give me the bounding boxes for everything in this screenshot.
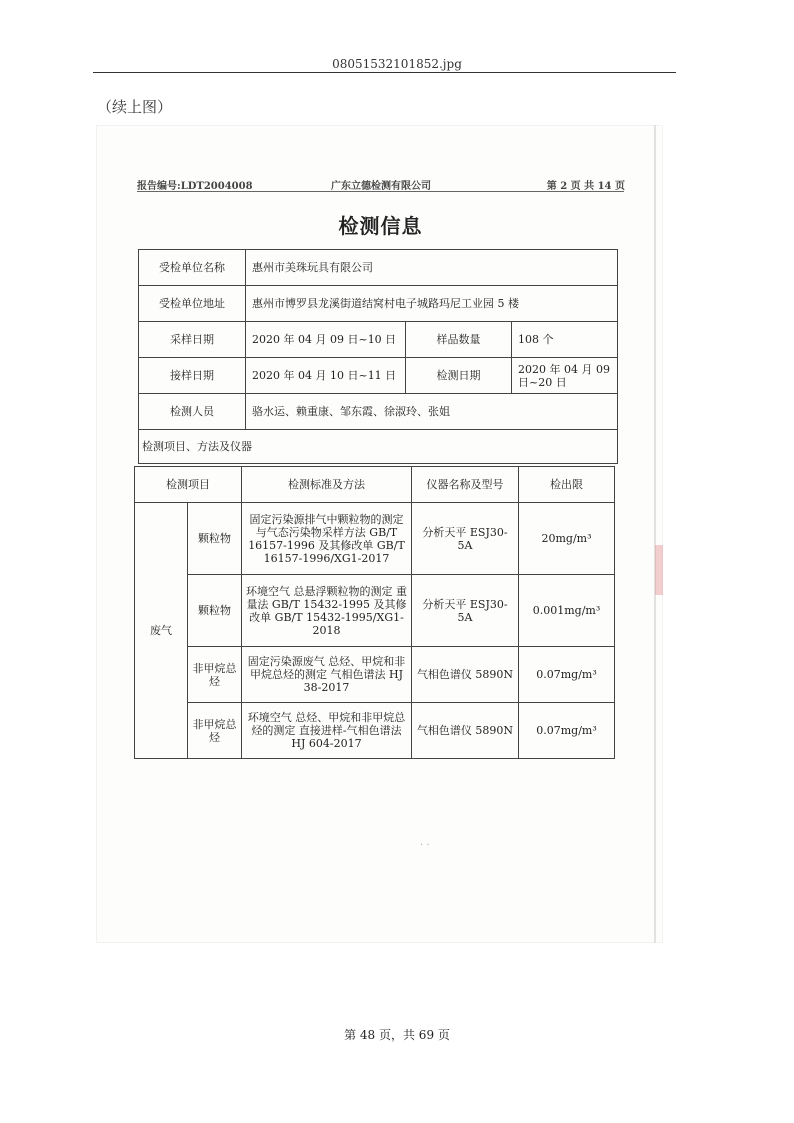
continued-label: （续上图）: [97, 98, 173, 116]
receive-date-label: 接样日期: [139, 358, 246, 394]
row-method: 环境空气 总烃、甲烷和非甲烷总烃的测定 直接进样-气相色谱法 HJ 604-2017: [242, 703, 412, 759]
receive-date-value: 2020 年 04 月 10 日~11 日: [246, 358, 406, 394]
row-method: 固定污染源排气中颗粒物的测定与气态污染物采样方法 GB/T 16157-1996 及其修改单 GB/T 16157-1996/XG1-2017: [242, 503, 412, 575]
report-page: 第 2 页 共 14 页: [546, 181, 625, 192]
file-name-header: 08051532101852.jpg: [332, 57, 462, 71]
staff-value: 骆水运、赖重康、邹东霞、徐淑玲、张姐: [246, 394, 618, 430]
category-cell: 废气: [135, 503, 188, 759]
client-label: 受检单位名称: [139, 250, 246, 286]
report-header: [137, 177, 625, 191]
row-limit: 20mg/m³: [519, 503, 615, 575]
scan-speck: · ·: [420, 840, 430, 851]
sampling-date-value: 2020 年 04 月 09 日~10 日: [246, 322, 406, 358]
info-table: [138, 249, 618, 464]
report-number: 报告编号:LDT2004008: [137, 181, 253, 192]
sample-qty-label: 样品数量: [406, 322, 512, 358]
row-limit: 0.07mg/m³: [519, 647, 615, 703]
row-limit: 0.07mg/m³: [519, 703, 615, 759]
sampling-date-label: 采样日期: [139, 322, 246, 358]
client-value: 惠州市美珠玩具有限公司: [246, 250, 618, 286]
row-item: 非甲烷总烃: [188, 647, 242, 703]
address-label: 受检单位地址: [139, 286, 246, 322]
row-method: 固定污染源废气 总烃、甲烷和非甲烷总烃的测定 气相色谱法 HJ 38-2017: [242, 647, 412, 703]
stamp-mark: [655, 545, 663, 595]
row-method: 环境空气 总悬浮颗粒物的测定 重量法 GB/T 15432-1995 及其修改单 GB/T 15432-1995/XG1-2018: [242, 575, 412, 647]
report-header-divider: [137, 191, 624, 192]
test-table: [134, 466, 615, 759]
row-item: 颗粒物: [188, 575, 242, 647]
header-method: 检测标准及方法: [242, 467, 412, 503]
report-title: 检测信息: [338, 214, 423, 238]
address-value: 惠州市博罗县龙溪街道结窝村电子城路玛尼工业园 5 楼: [246, 286, 618, 322]
header-divider: [93, 72, 676, 73]
row-item: 颗粒物: [188, 503, 242, 575]
sample-qty-value: 108 个: [512, 322, 618, 358]
header-limit: 检出限: [519, 467, 615, 503]
staff-label: 检测人员: [139, 394, 246, 430]
row-instrument: 气相色谱仪 5890N: [412, 647, 519, 703]
test-date-value: 2020 年 04 月 09 日~20 日: [512, 358, 618, 394]
scan-edge: [654, 125, 656, 943]
page-number: 第 48 页，共 69 页: [344, 1028, 450, 1042]
row-instrument: 分析天平 ESJ30-5A: [412, 575, 519, 647]
header-item: 检测项目: [135, 467, 242, 503]
row-instrument: 分析天平 ESJ30-5A: [412, 503, 519, 575]
row-instrument: 气相色谱仪 5890N: [412, 703, 519, 759]
row-limit: 0.001mg/m³: [519, 575, 615, 647]
row-item: 非甲烷总烃: [188, 703, 242, 759]
header-instrument: 仪器名称及型号: [412, 467, 519, 503]
report-company: 广东立德检测有限公司: [331, 181, 431, 192]
section-label: 检测项目、方法及仪器: [139, 430, 618, 464]
test-date-label: 检测日期: [406, 358, 512, 394]
